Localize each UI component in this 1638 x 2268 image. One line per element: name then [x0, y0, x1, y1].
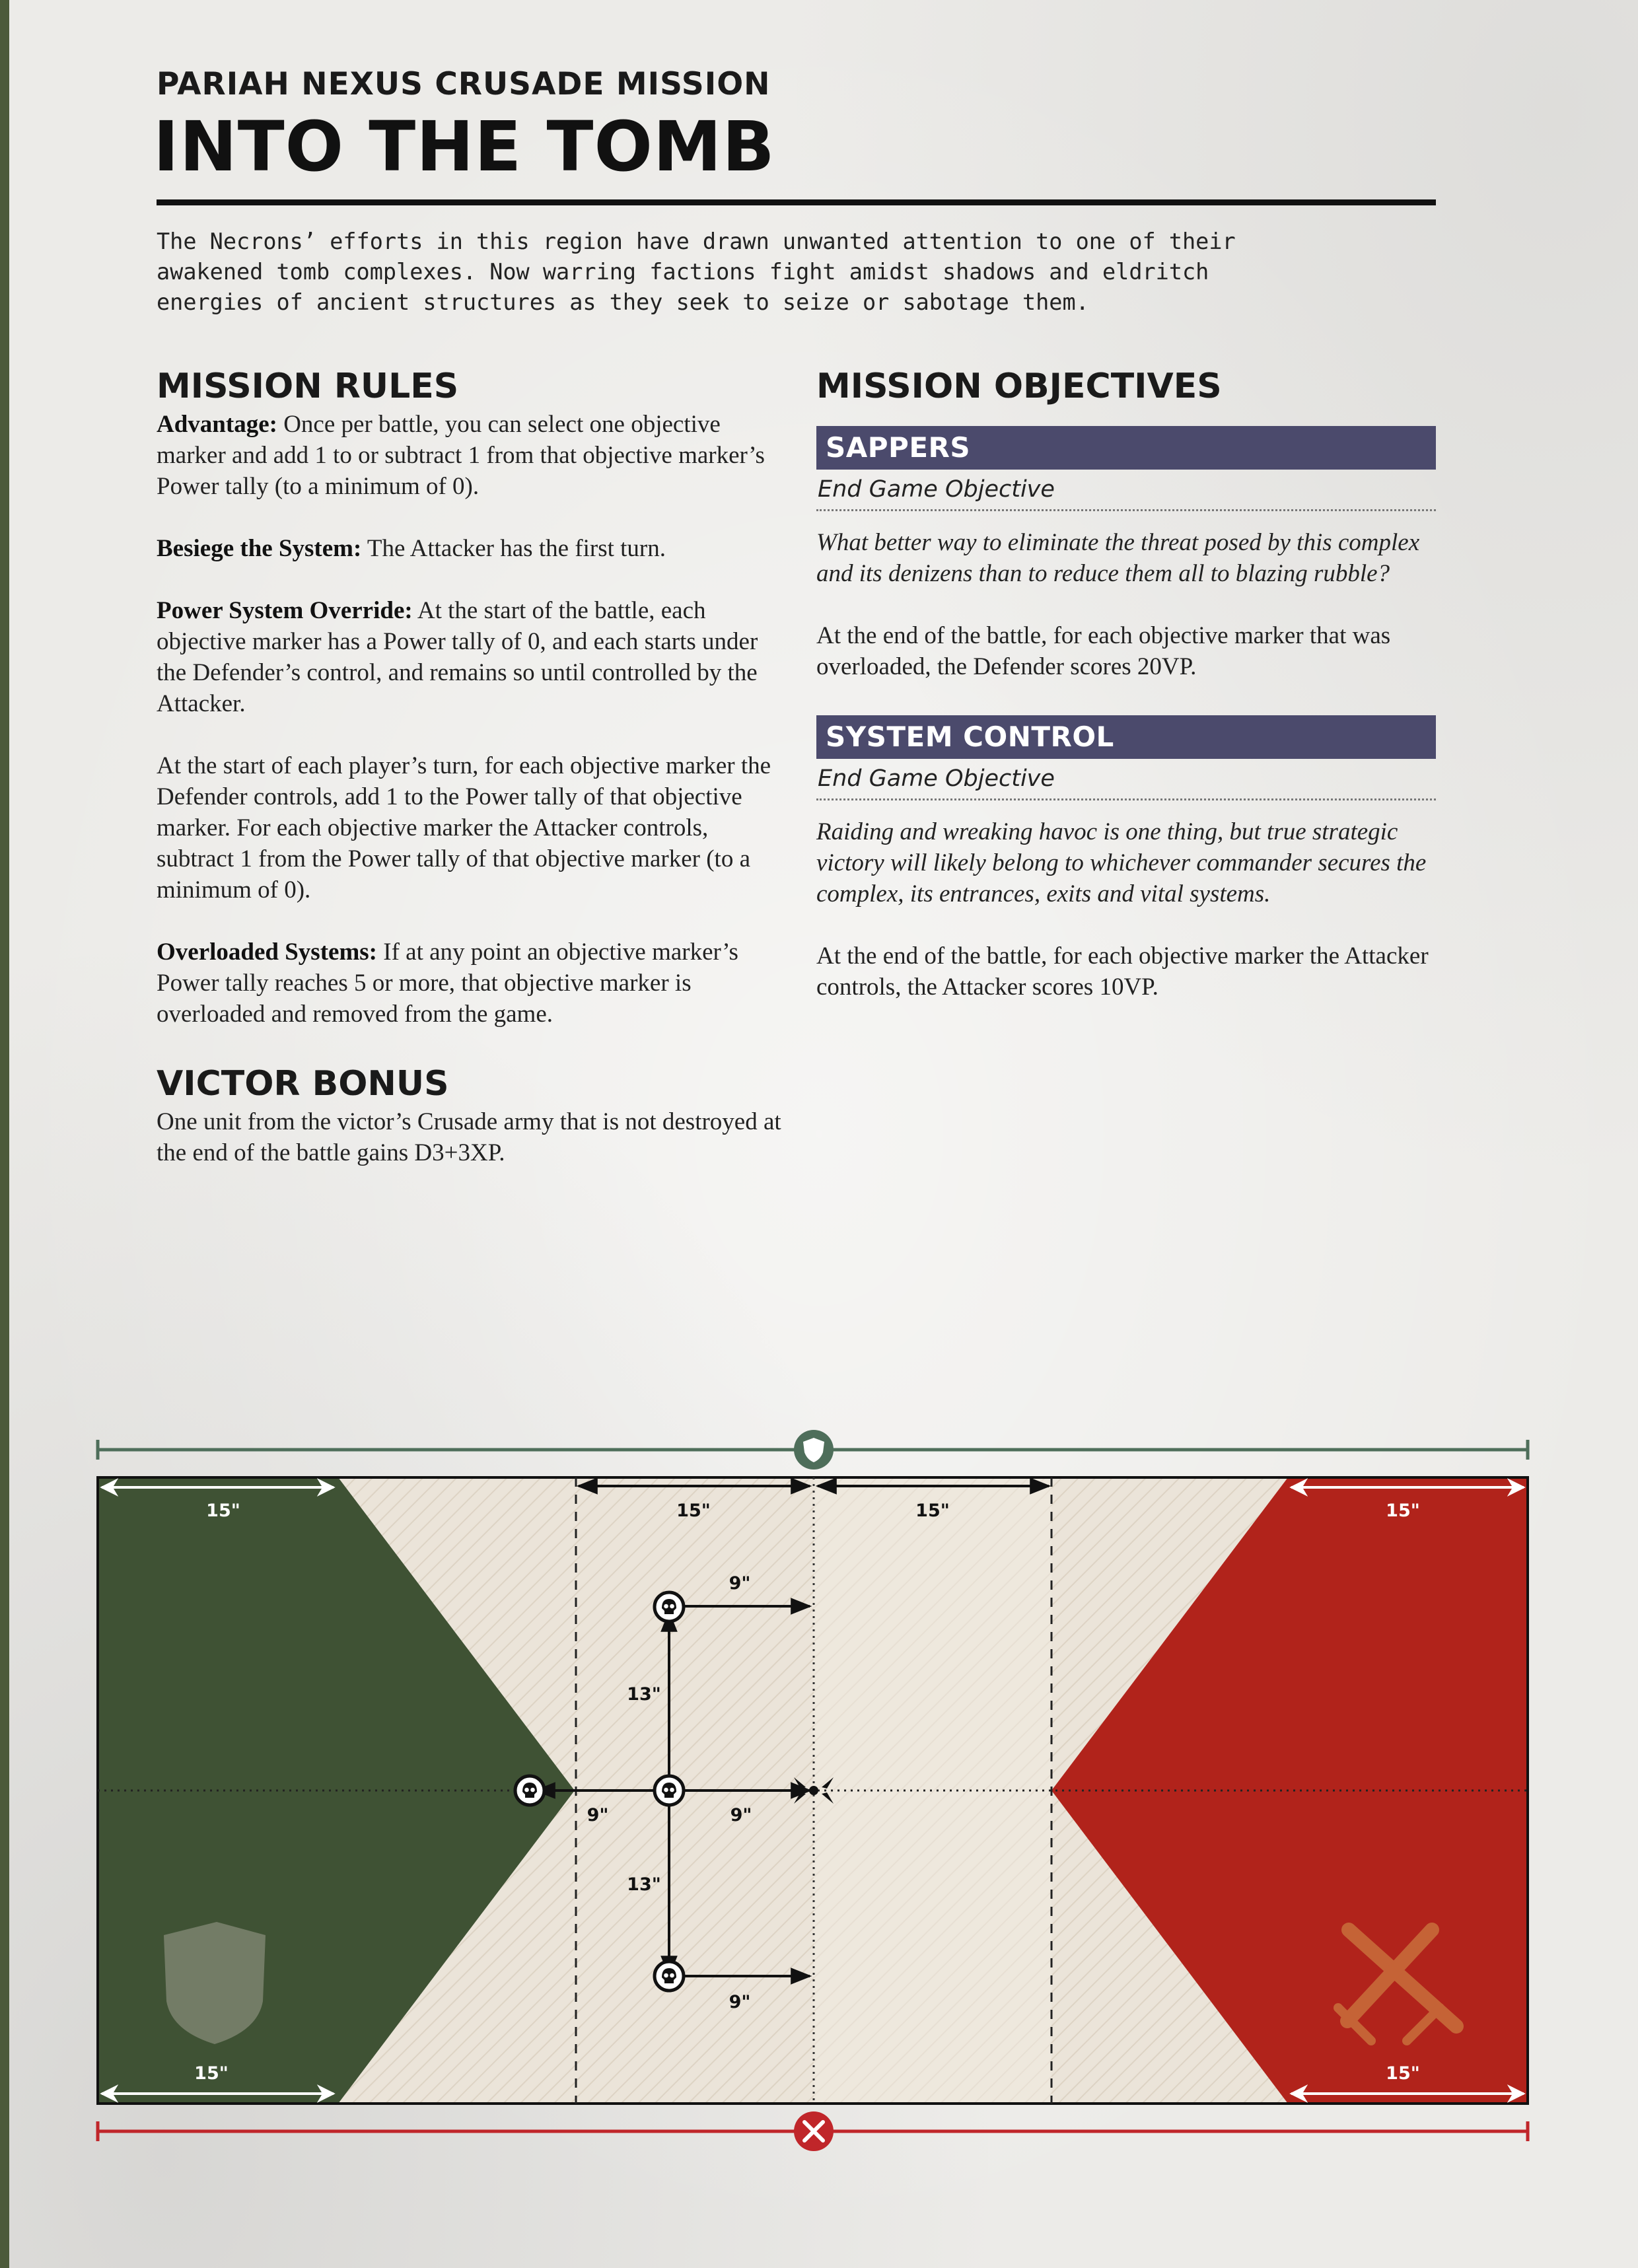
- label-mid-right: 15": [915, 1501, 950, 1521]
- intro-line: energies of ancient structures as they seek to seize or sabotage them.: [157, 289, 1089, 315]
- rule-besiege: [157, 533, 791, 564]
- rule-text: The Attacker has the first turn.: [361, 535, 666, 562]
- victor-bonus-heading: VICTOR BONUS: [157, 1064, 449, 1104]
- rule-overloaded: [157, 937, 791, 1030]
- rule-turn-power: [157, 750, 791, 905]
- rule-text: At the start of the battle, each objective marker has a Power tally of 0, and each starts under the Defender’s control, and remains so until controlled by the Attacker.: [157, 597, 758, 717]
- label-bottom-right: 15": [1386, 2063, 1420, 2084]
- intro-line: The Necrons’ efforts in this region have drawn unwanted attention to one of their: [157, 229, 1236, 254]
- objective-name-bar: SYSTEM CONTROL: [816, 715, 1436, 759]
- mission-objectives-heading: MISSION OBJECTIVES: [816, 367, 1222, 406]
- objective-type: End Game Objective: [816, 470, 1436, 511]
- label-objective-centre-left: 9": [587, 1805, 609, 1825]
- mission-subtitle: PARIAH NEXUS CRUSADE MISSION: [157, 66, 771, 102]
- rule-text: Once per battle, you can select one objective marker and add 1 to or subtract 1 from that objective marker’s Power tally (to a minimum of 0).: [157, 411, 765, 500]
- rule-power-override: [157, 595, 791, 719]
- label-vertical-top: 13": [627, 1684, 661, 1705]
- objective-sappers: [816, 426, 1436, 682]
- objective-name-bar: SAPPERS: [816, 426, 1436, 470]
- rule-text: At the start of each player’s turn, for each objective marker the Defender controls, add 1 to the Power tally of that objective marker. For each objective marker the Attacker controls, subtract 1 from the Power tally of that objective marker (to a minimum of 0).: [157, 752, 771, 904]
- skull-icon: [655, 1592, 684, 1621]
- mission-objectives-column: [816, 365, 1436, 1003]
- rule-title: Besiege the System:: [157, 535, 362, 562]
- label-top-right: 15": [1386, 1501, 1420, 1521]
- objective-type: End Game Objective: [816, 759, 1436, 800]
- mission-title: INTO THE TOMB: [153, 106, 775, 187]
- mission-rules-heading: MISSION RULES: [157, 367, 459, 406]
- title-divider: [157, 199, 1436, 205]
- defender-badge-icon: [794, 1430, 834, 1470]
- rule-title: Overloaded Systems:: [157, 939, 377, 966]
- objective-system-control: [816, 715, 1436, 1003]
- label-objective-top: 9": [729, 1573, 751, 1594]
- victor-bonus-text: One unit from the victor’s Crusade army that is not destroyed at the end of the battle gains D3+3XP.: [157, 1108, 781, 1166]
- objective-rule: At the end of the battle, for each objective marker that was overloaded, the Defender scores 20VP.: [816, 622, 1391, 680]
- intro-line: awakened tomb complexes. Now warring factions fight amidst shadows and eldritch: [157, 259, 1209, 285]
- rule-advantage: [157, 409, 791, 502]
- skull-icon: [655, 1962, 684, 1991]
- attacker-badge-icon: [794, 2111, 834, 2151]
- objective-rule: At the end of the battle, for each objective marker the Attacker controls, the Attacker scores 10VP.: [816, 942, 1429, 1001]
- label-objective-centre-right: 9": [730, 1805, 752, 1825]
- label-objective-bottom: 9": [729, 1992, 751, 2012]
- skull-icon: [655, 1776, 684, 1805]
- mission-rules-column: [157, 365, 791, 1168]
- label-bottom-left: 15": [194, 2063, 229, 2084]
- objective-flavour: What better way to eliminate the threat posed by this complex and its denizens than to reduce them all to blazing rubble?: [816, 529, 1420, 587]
- objective-flavour: Raiding and wreaking havoc is one thing, but true strategic victory will likely belong to whichever commander secures the complex, its entrances, exits and vital systems.: [816, 818, 1427, 907]
- intro-text: [157, 227, 1451, 318]
- label-top-left: 15": [206, 1501, 240, 1521]
- rule-title: Advantage:: [157, 411, 277, 438]
- label-mid-left: 15": [676, 1501, 711, 1521]
- rule-title: Power System Override:: [157, 597, 413, 624]
- deployment-map: [0, 1420, 1638, 2166]
- rule-text: If at any point an objective marker’s Power tally reaches 5 or more, that objective marker is overloaded and removed from the game.: [157, 939, 738, 1028]
- skull-icon: [515, 1776, 544, 1805]
- label-vertical-bottom: 13": [627, 1874, 661, 1895]
